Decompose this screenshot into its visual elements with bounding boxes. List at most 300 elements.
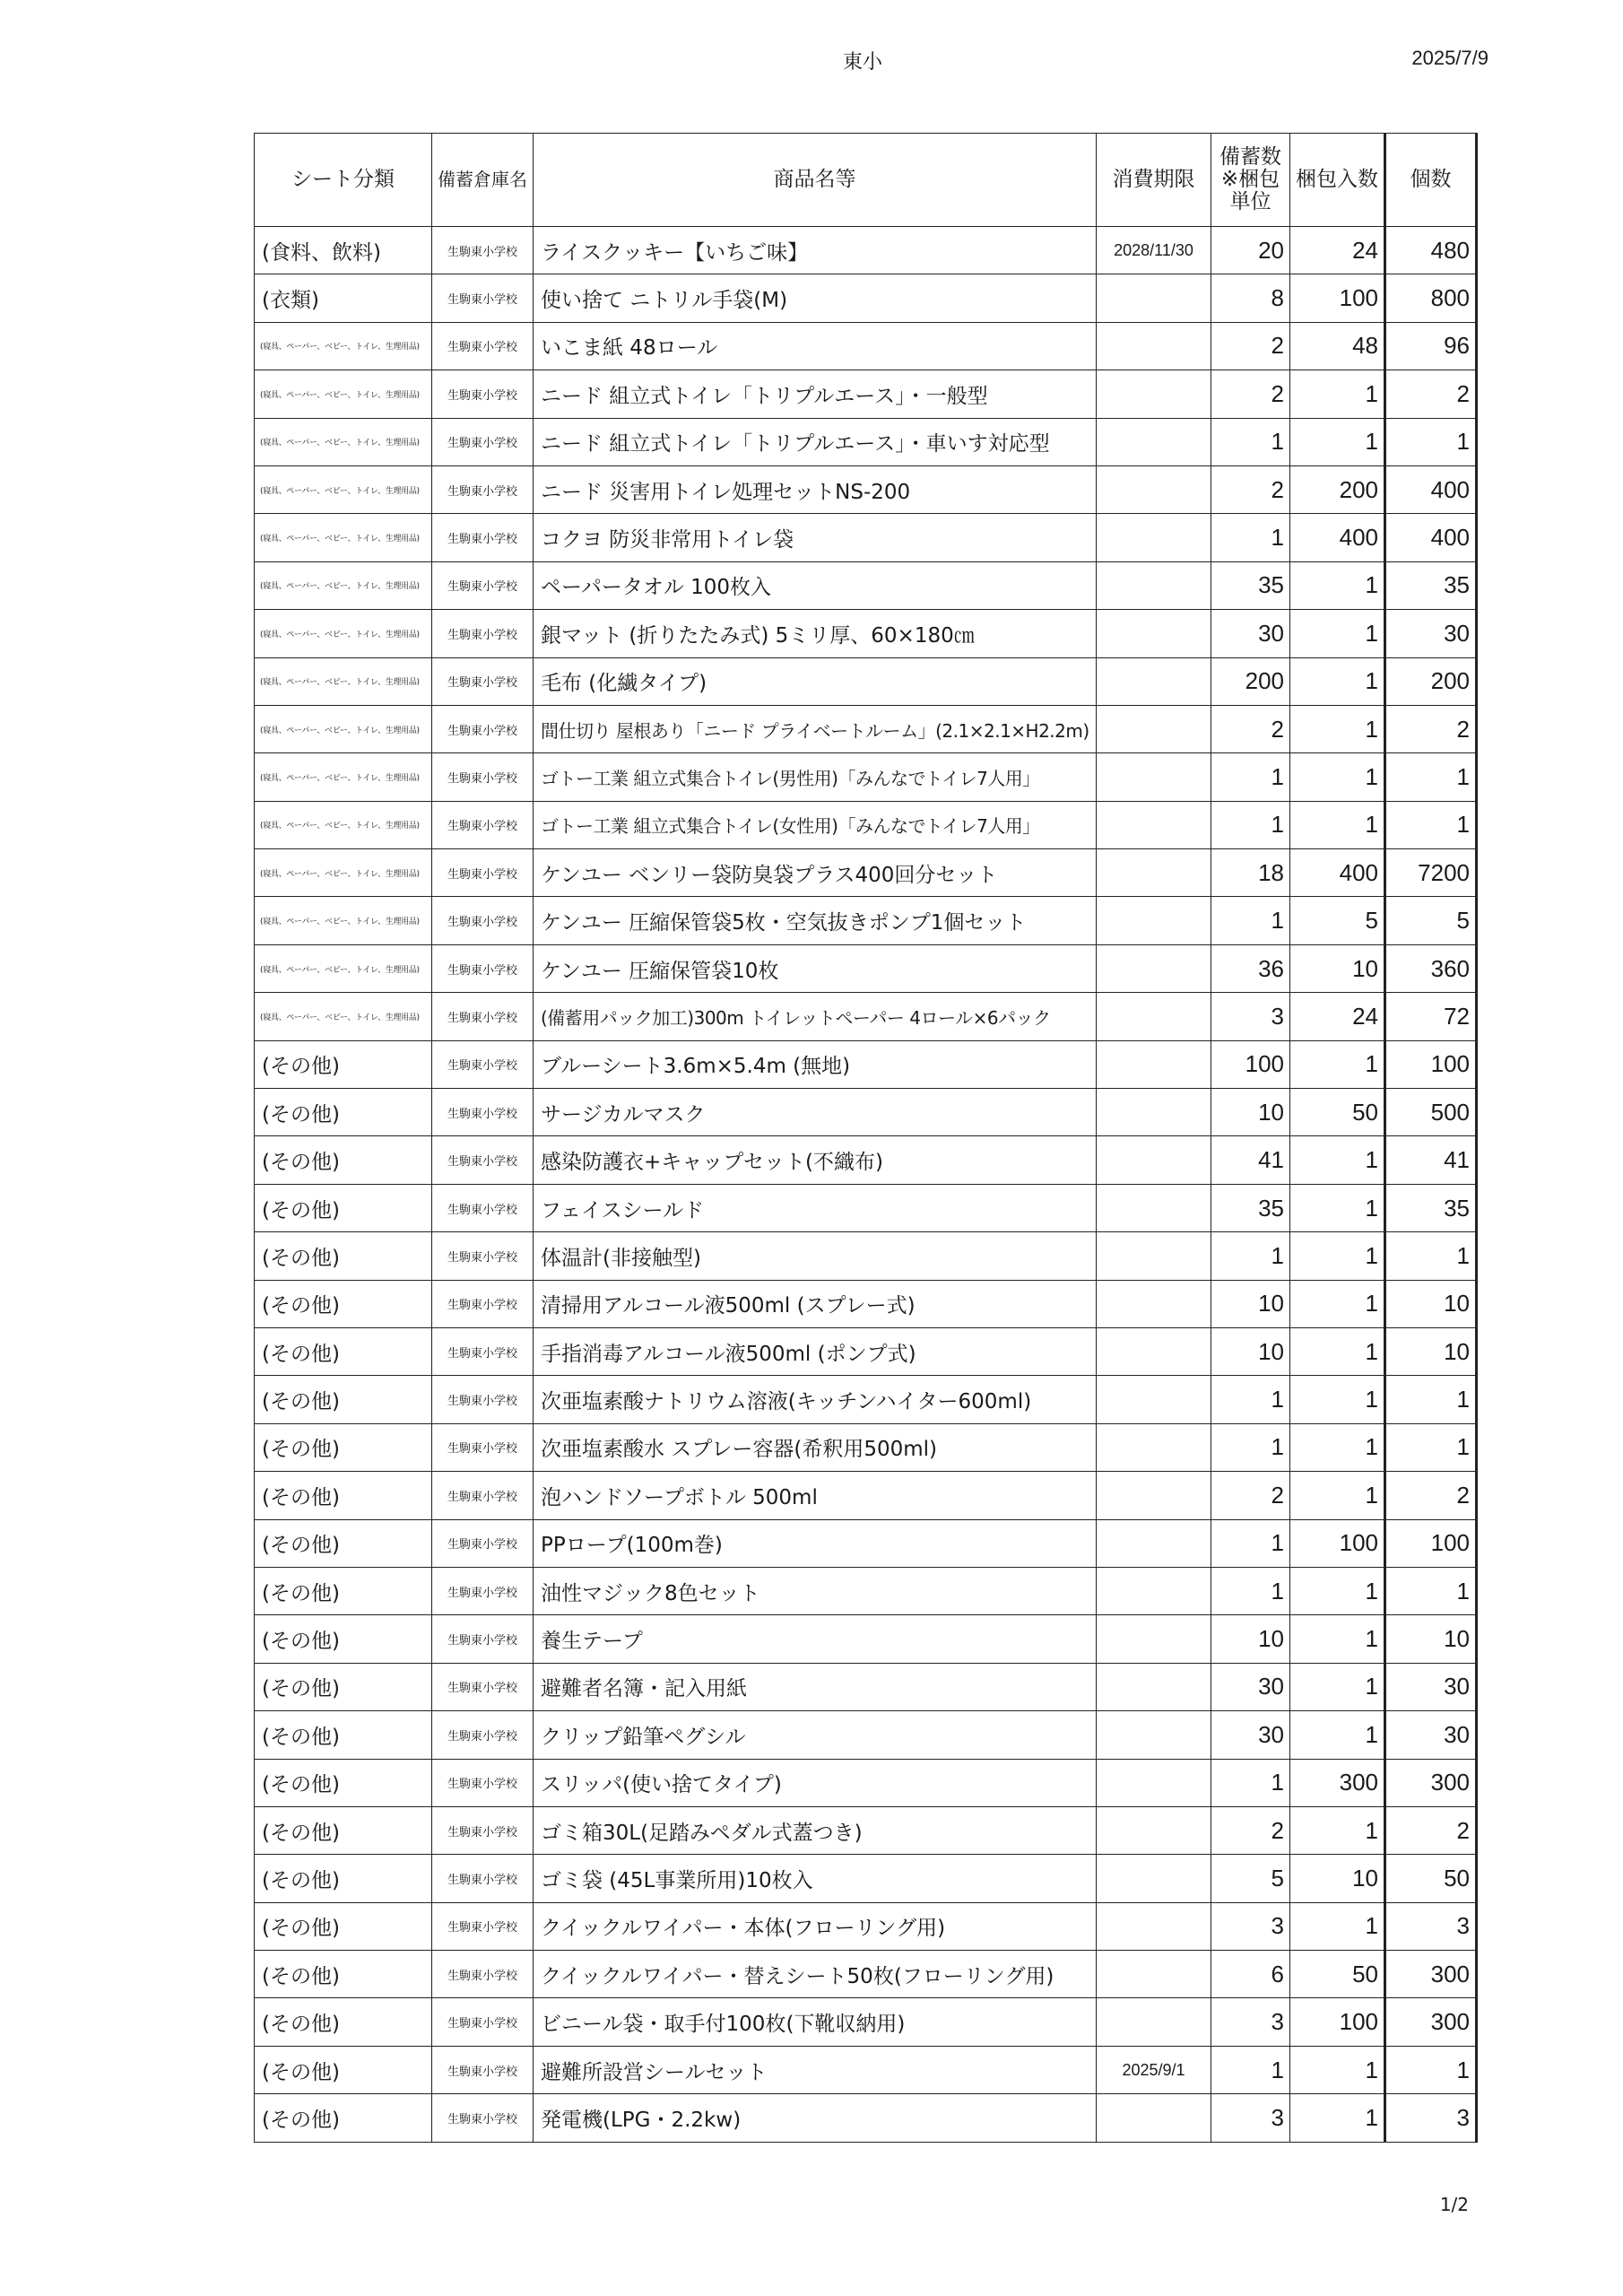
product-name-cell: 間仕切り 屋根あり「ニード プライベートルーム」(2.1×2.1×H2.2m) bbox=[534, 705, 1097, 752]
category-cell: (寝具、ペーパー、ベビー、トイレ、生理用品) bbox=[255, 801, 432, 848]
pack-qty-cell: 1 bbox=[1290, 1423, 1385, 1471]
count-cell: 300 bbox=[1385, 1998, 1477, 2046]
category-cell: (寝具、ペーパー、ベビー、トイレ、生理用品) bbox=[255, 993, 432, 1040]
product-name-cell: ライスクッキー【いちご味】 bbox=[534, 227, 1097, 274]
table-row bbox=[255, 1472, 1477, 1519]
table-row bbox=[255, 1567, 1477, 1614]
pack-qty-cell: 48 bbox=[1290, 322, 1385, 370]
stock-cell: 20 bbox=[1211, 227, 1290, 274]
pack-qty-cell: 50 bbox=[1290, 1089, 1385, 1136]
stock-cell: 35 bbox=[1211, 1184, 1290, 1231]
warehouse-cell: 生駒東小学校 bbox=[432, 1280, 534, 1327]
stock-cell: 18 bbox=[1211, 849, 1290, 897]
count-cell: 1 bbox=[1385, 801, 1477, 848]
warehouse-cell: 生駒東小学校 bbox=[432, 1759, 534, 1806]
warehouse-cell: 生駒東小学校 bbox=[432, 1711, 534, 1759]
category-cell: (その他) bbox=[255, 1855, 432, 1902]
category-cell: (その他) bbox=[255, 1327, 432, 1375]
stock-cell: 3 bbox=[1211, 1998, 1290, 2046]
pack-qty-cell: 400 bbox=[1290, 514, 1385, 561]
category-cell: (寝具、ペーパー、ベビー、トイレ、生理用品) bbox=[255, 753, 432, 801]
table-row bbox=[255, 561, 1477, 609]
warehouse-cell: 生駒東小学校 bbox=[432, 705, 534, 752]
expiry-cell bbox=[1097, 322, 1211, 370]
warehouse-cell: 生駒東小学校 bbox=[432, 514, 534, 561]
warehouse-cell: 生駒東小学校 bbox=[432, 1040, 534, 1088]
stock-cell: 2 bbox=[1211, 465, 1290, 513]
pack-qty-cell: 1 bbox=[1290, 1615, 1385, 1663]
warehouse-cell: 生駒東小学校 bbox=[432, 2046, 534, 2093]
category-cell: (その他) bbox=[255, 1615, 432, 1663]
expiry-cell bbox=[1097, 1472, 1211, 1519]
table-row bbox=[255, 1519, 1477, 1567]
column-header-count: 個数 bbox=[1385, 134, 1477, 227]
table-row bbox=[255, 993, 1477, 1040]
product-name-cell: ニード 組立式トイレ「トリプルエース」・車いす対応型 bbox=[534, 418, 1097, 465]
column-header-stock: 備蓄数 ※梱包 単位 bbox=[1211, 134, 1290, 227]
count-cell: 10 bbox=[1385, 1280, 1477, 1327]
product-name-cell: クイックルワイパー・替えシート50枚(フローリング用) bbox=[534, 1951, 1097, 1998]
category-cell: (その他) bbox=[255, 2046, 432, 2093]
product-name-cell: ブルーシート3.6m×5.4m (無地) bbox=[534, 1040, 1097, 1088]
expiry-cell bbox=[1097, 1663, 1211, 1710]
count-cell: 2 bbox=[1385, 1472, 1477, 1519]
stock-cell: 41 bbox=[1211, 1136, 1290, 1184]
count-cell: 10 bbox=[1385, 1327, 1477, 1375]
product-name-cell: (備蓄用パック加工)300m トイレットペーパー 4ロール×6パック bbox=[534, 993, 1097, 1040]
category-cell: (その他) bbox=[255, 1567, 432, 1614]
category-cell: (寝具、ペーパー、ベビー、トイレ、生理用品) bbox=[255, 610, 432, 657]
table-row bbox=[255, 801, 1477, 848]
column-header-expiry: 消費期限 bbox=[1097, 134, 1211, 227]
table-row bbox=[255, 657, 1477, 705]
warehouse-cell: 生駒東小学校 bbox=[432, 944, 534, 992]
count-cell: 300 bbox=[1385, 1759, 1477, 1806]
product-name-cell: いこま紙 48ロール bbox=[534, 322, 1097, 370]
category-cell: (その他) bbox=[255, 1711, 432, 1759]
product-name-cell: 避難者名簿・記入用紙 bbox=[534, 1663, 1097, 1710]
pack-qty-cell: 1 bbox=[1290, 1663, 1385, 1710]
table-row bbox=[255, 1902, 1477, 1950]
pack-qty-cell: 100 bbox=[1290, 1519, 1385, 1567]
category-cell: (その他) bbox=[255, 1040, 432, 1088]
pack-qty-cell: 5 bbox=[1290, 897, 1385, 944]
stock-cell: 1 bbox=[1211, 1759, 1290, 1806]
expiry-cell bbox=[1097, 370, 1211, 418]
stock-cell: 5 bbox=[1211, 1855, 1290, 1902]
product-name-cell: ゴミ袋 (45L事業所用)10枚入 bbox=[534, 1855, 1097, 1902]
count-cell: 10 bbox=[1385, 1615, 1477, 1663]
stock-cell: 1 bbox=[1211, 897, 1290, 944]
inventory-table bbox=[254, 133, 1478, 2143]
count-cell: 2 bbox=[1385, 370, 1477, 418]
column-header-product: 商品名等 bbox=[534, 134, 1097, 227]
stock-cell: 30 bbox=[1211, 1711, 1290, 1759]
stock-cell: 30 bbox=[1211, 1663, 1290, 1710]
count-cell: 500 bbox=[1385, 1089, 1477, 1136]
warehouse-cell: 生駒東小学校 bbox=[432, 1136, 534, 1184]
expiry-cell bbox=[1097, 1423, 1211, 1471]
warehouse-cell: 生駒東小学校 bbox=[432, 1615, 534, 1663]
product-name-cell: ビニール袋・取手付100枚(下靴収納用) bbox=[534, 1998, 1097, 2046]
product-name-cell: 養生テープ bbox=[534, 1615, 1097, 1663]
warehouse-cell: 生駒東小学校 bbox=[432, 1472, 534, 1519]
expiry-cell bbox=[1097, 849, 1211, 897]
table-row bbox=[255, 2094, 1477, 2142]
count-cell: 100 bbox=[1385, 1040, 1477, 1088]
table-row bbox=[255, 1423, 1477, 1471]
product-name-cell: サージカルマスク bbox=[534, 1089, 1097, 1136]
stock-cell: 3 bbox=[1211, 2094, 1290, 2142]
page-number: 1/2 bbox=[1439, 2194, 1469, 2215]
category-cell: (寝具、ペーパー、ベビー、トイレ、生理用品) bbox=[255, 370, 432, 418]
warehouse-cell: 生駒東小学校 bbox=[432, 1998, 534, 2046]
warehouse-cell: 生駒東小学校 bbox=[432, 1855, 534, 1902]
table-row bbox=[255, 418, 1477, 465]
warehouse-cell: 生駒東小学校 bbox=[432, 370, 534, 418]
category-cell: (寝具、ペーパー、ベビー、トイレ、生理用品) bbox=[255, 322, 432, 370]
warehouse-cell: 生駒東小学校 bbox=[432, 1327, 534, 1375]
stock-cell: 2 bbox=[1211, 322, 1290, 370]
expiry-cell bbox=[1097, 1759, 1211, 1806]
stock-cell: 3 bbox=[1211, 993, 1290, 1040]
product-name-cell: ニード 組立式トイレ「トリプルエース」・一般型 bbox=[534, 370, 1097, 418]
product-name-cell: 油性マジック8色セット bbox=[534, 1567, 1097, 1614]
count-cell: 2 bbox=[1385, 705, 1477, 752]
warehouse-cell: 生駒東小学校 bbox=[432, 2094, 534, 2142]
table-row bbox=[255, 1951, 1477, 1998]
count-cell: 1 bbox=[1385, 1423, 1477, 1471]
pack-qty-cell: 1 bbox=[1290, 1232, 1385, 1280]
document-title: 東小 bbox=[843, 51, 883, 74]
table-row bbox=[255, 1806, 1477, 1854]
warehouse-cell: 生駒東小学校 bbox=[432, 1902, 534, 1950]
table-row bbox=[255, 2046, 1477, 2093]
product-name-cell: ニード 災害用トイレ処理セットNS-200 bbox=[534, 465, 1097, 513]
category-cell: (その他) bbox=[255, 1902, 432, 1950]
table-row bbox=[255, 1855, 1477, 1902]
table-row bbox=[255, 1376, 1477, 1423]
category-cell: (寝具、ペーパー、ベビー、トイレ、生理用品) bbox=[255, 849, 432, 897]
stock-cell: 1 bbox=[1211, 753, 1290, 801]
warehouse-cell: 生駒東小学校 bbox=[432, 849, 534, 897]
expiry-cell bbox=[1097, 1855, 1211, 1902]
category-cell: (その他) bbox=[255, 1376, 432, 1423]
count-cell: 5 bbox=[1385, 897, 1477, 944]
category-cell: (その他) bbox=[255, 1759, 432, 1806]
expiry-cell bbox=[1097, 2094, 1211, 2142]
warehouse-cell: 生駒東小学校 bbox=[432, 1806, 534, 1854]
product-name-cell: 使い捨て ニトリル手袋(M) bbox=[534, 274, 1097, 322]
expiry-cell bbox=[1097, 1998, 1211, 2046]
stock-cell: 2 bbox=[1211, 370, 1290, 418]
column-header-warehouse: 備蓄倉庫名 bbox=[432, 134, 534, 227]
category-cell: (寝具、ペーパー、ベビー、トイレ、生理用品) bbox=[255, 465, 432, 513]
count-cell: 1 bbox=[1385, 1567, 1477, 1614]
count-cell: 2 bbox=[1385, 1806, 1477, 1854]
product-name-cell: ケンユー ベンリー袋防臭袋プラス400回分セット bbox=[534, 849, 1097, 897]
expiry-cell bbox=[1097, 1902, 1211, 1950]
pack-qty-cell: 1 bbox=[1290, 370, 1385, 418]
stock-cell: 2 bbox=[1211, 1472, 1290, 1519]
count-cell: 41 bbox=[1385, 1136, 1477, 1184]
expiry-cell bbox=[1097, 897, 1211, 944]
stock-cell: 30 bbox=[1211, 610, 1290, 657]
stock-cell: 1 bbox=[1211, 1423, 1290, 1471]
pack-qty-cell: 1 bbox=[1290, 561, 1385, 609]
pack-qty-cell: 1 bbox=[1290, 1327, 1385, 1375]
stock-cell: 1 bbox=[1211, 1232, 1290, 1280]
category-cell: (寝具、ペーパー、ベビー、トイレ、生理用品) bbox=[255, 561, 432, 609]
expiry-cell bbox=[1097, 610, 1211, 657]
product-name-cell: スリッパ(使い捨てタイプ) bbox=[534, 1759, 1097, 1806]
table-row bbox=[255, 705, 1477, 752]
stock-cell: 1 bbox=[1211, 514, 1290, 561]
product-name-cell: 次亜塩素酸ナトリウム溶液(キッチンハイター600ml) bbox=[534, 1376, 1097, 1423]
warehouse-cell: 生駒東小学校 bbox=[432, 561, 534, 609]
warehouse-cell: 生駒東小学校 bbox=[432, 657, 534, 705]
table-row bbox=[255, 514, 1477, 561]
category-cell: (その他) bbox=[255, 1663, 432, 1710]
expiry-cell bbox=[1097, 944, 1211, 992]
product-name-cell: ケンユー 圧縮保管袋10枚 bbox=[534, 944, 1097, 992]
stock-cell: 10 bbox=[1211, 1280, 1290, 1327]
category-cell: (その他) bbox=[255, 1472, 432, 1519]
expiry-cell bbox=[1097, 1951, 1211, 1998]
category-cell: (その他) bbox=[255, 1519, 432, 1567]
product-name-cell: 手指消毒アルコール液500ml (ポンプ式) bbox=[534, 1327, 1097, 1375]
table-row bbox=[255, 1136, 1477, 1184]
count-cell: 480 bbox=[1385, 227, 1477, 274]
count-cell: 35 bbox=[1385, 1184, 1477, 1231]
expiry-cell bbox=[1097, 418, 1211, 465]
count-cell: 96 bbox=[1385, 322, 1477, 370]
category-cell: (その他) bbox=[255, 1280, 432, 1327]
pack-qty-cell: 1 bbox=[1290, 1136, 1385, 1184]
expiry-cell bbox=[1097, 1040, 1211, 1088]
product-name-cell: コクヨ 防災非常用トイレ袋 bbox=[534, 514, 1097, 561]
expiry-cell bbox=[1097, 993, 1211, 1040]
warehouse-cell: 生駒東小学校 bbox=[432, 801, 534, 848]
document-date: 2025/7/9 bbox=[1411, 47, 1488, 69]
warehouse-cell: 生駒東小学校 bbox=[432, 897, 534, 944]
stock-cell: 10 bbox=[1211, 1615, 1290, 1663]
expiry-cell bbox=[1097, 705, 1211, 752]
table-row bbox=[255, 1184, 1477, 1231]
table-row bbox=[255, 1615, 1477, 1663]
warehouse-cell: 生駒東小学校 bbox=[432, 1232, 534, 1280]
count-cell: 100 bbox=[1385, 1519, 1477, 1567]
expiry-cell bbox=[1097, 1615, 1211, 1663]
category-cell: (寝具、ペーパー、ベビー、トイレ、生理用品) bbox=[255, 418, 432, 465]
warehouse-cell: 生駒東小学校 bbox=[432, 465, 534, 513]
count-cell: 800 bbox=[1385, 274, 1477, 322]
stock-cell: 1 bbox=[1211, 1519, 1290, 1567]
pack-qty-cell: 50 bbox=[1290, 1951, 1385, 1998]
table-row bbox=[255, 465, 1477, 513]
table-row bbox=[255, 1327, 1477, 1375]
pack-qty-cell: 1 bbox=[1290, 2094, 1385, 2142]
expiry-cell bbox=[1097, 753, 1211, 801]
table-row bbox=[255, 1040, 1477, 1088]
count-cell: 7200 bbox=[1385, 849, 1477, 897]
table-row bbox=[255, 897, 1477, 944]
warehouse-cell: 生駒東小学校 bbox=[432, 1519, 534, 1567]
product-name-cell: フェイスシールド bbox=[534, 1184, 1097, 1231]
pack-qty-cell: 100 bbox=[1290, 1998, 1385, 2046]
table-row bbox=[255, 227, 1477, 274]
expiry-cell bbox=[1097, 514, 1211, 561]
product-name-cell: クリップ鉛筆ペグシル bbox=[534, 1711, 1097, 1759]
inventory-table-wrapper bbox=[254, 133, 1478, 2143]
product-name-cell: PPロープ(100m巻) bbox=[534, 1519, 1097, 1567]
category-cell: (寝具、ペーパー、ベビー、トイレ、生理用品) bbox=[255, 514, 432, 561]
table-row bbox=[255, 944, 1477, 992]
table-row bbox=[255, 1232, 1477, 1280]
stock-cell: 2 bbox=[1211, 1806, 1290, 1854]
pack-qty-cell: 100 bbox=[1290, 274, 1385, 322]
expiry-cell bbox=[1097, 1232, 1211, 1280]
warehouse-cell: 生駒東小学校 bbox=[432, 274, 534, 322]
pack-qty-cell: 1 bbox=[1290, 2046, 1385, 2093]
product-name-cell: ゴトー工業 組立式集合トイレ(女性用)「みんなでトイレ7人用」 bbox=[534, 801, 1097, 848]
expiry-cell bbox=[1097, 1089, 1211, 1136]
category-cell: (衣類) bbox=[255, 274, 432, 322]
product-name-cell: 避難所設営シールセット bbox=[534, 2046, 1097, 2093]
stock-cell: 10 bbox=[1211, 1089, 1290, 1136]
expiry-cell bbox=[1097, 561, 1211, 609]
expiry-cell bbox=[1097, 1806, 1211, 1854]
warehouse-cell: 生駒東小学校 bbox=[432, 1089, 534, 1136]
stock-cell: 1 bbox=[1211, 2046, 1290, 2093]
table-row bbox=[255, 849, 1477, 897]
count-cell: 1 bbox=[1385, 1232, 1477, 1280]
category-cell: (その他) bbox=[255, 1089, 432, 1136]
category-cell: (その他) bbox=[255, 1136, 432, 1184]
expiry-cell bbox=[1097, 465, 1211, 513]
table-body bbox=[255, 227, 1477, 2143]
category-cell: (その他) bbox=[255, 1998, 432, 2046]
table-row bbox=[255, 1663, 1477, 1710]
expiry-cell bbox=[1097, 801, 1211, 848]
expiry-cell: 2028/11/30 bbox=[1097, 227, 1211, 274]
table-row bbox=[255, 1998, 1477, 2046]
warehouse-cell: 生駒東小学校 bbox=[432, 1951, 534, 1998]
stock-cell: 3 bbox=[1211, 1902, 1290, 1950]
stock-cell: 8 bbox=[1211, 274, 1290, 322]
category-cell: (その他) bbox=[255, 1423, 432, 1471]
table-row bbox=[255, 1089, 1477, 1136]
expiry-cell bbox=[1097, 1376, 1211, 1423]
category-cell: (その他) bbox=[255, 1806, 432, 1854]
count-cell: 1 bbox=[1385, 1376, 1477, 1423]
count-cell: 1 bbox=[1385, 2046, 1477, 2093]
product-name-cell: ゴミ箱30L(足踏みペダル式蓋つき) bbox=[534, 1806, 1097, 1854]
table-row bbox=[255, 370, 1477, 418]
pack-qty-cell: 24 bbox=[1290, 993, 1385, 1040]
warehouse-cell: 生駒東小学校 bbox=[432, 1184, 534, 1231]
expiry-cell bbox=[1097, 1519, 1211, 1567]
table-row bbox=[255, 1280, 1477, 1327]
count-cell: 50 bbox=[1385, 1855, 1477, 1902]
expiry-cell bbox=[1097, 274, 1211, 322]
table-header-row bbox=[255, 134, 1477, 227]
count-cell: 300 bbox=[1385, 1951, 1477, 1998]
count-cell: 35 bbox=[1385, 561, 1477, 609]
count-cell: 30 bbox=[1385, 1711, 1477, 1759]
pack-qty-cell: 1 bbox=[1290, 1040, 1385, 1088]
pack-qty-cell: 1 bbox=[1290, 610, 1385, 657]
expiry-cell bbox=[1097, 657, 1211, 705]
product-name-cell: 感染防護衣+キャップセット(不織布) bbox=[534, 1136, 1097, 1184]
product-name-cell: 毛布 (化繊タイプ) bbox=[534, 657, 1097, 705]
pack-qty-cell: 300 bbox=[1290, 1759, 1385, 1806]
pack-qty-cell: 1 bbox=[1290, 1184, 1385, 1231]
category-cell: (その他) bbox=[255, 1184, 432, 1231]
product-name-cell: クイックルワイパー・本体(フローリング用) bbox=[534, 1902, 1097, 1950]
pack-qty-cell: 200 bbox=[1290, 465, 1385, 513]
stock-cell: 1 bbox=[1211, 418, 1290, 465]
warehouse-cell: 生駒東小学校 bbox=[432, 993, 534, 1040]
pack-qty-cell: 1 bbox=[1290, 1902, 1385, 1950]
column-header-category: シート分類 bbox=[255, 134, 432, 227]
product-name-cell: 次亜塩素酸水 スプレー容器(希釈用500ml) bbox=[534, 1423, 1097, 1471]
category-cell: (その他) bbox=[255, 2094, 432, 2142]
table-row bbox=[255, 610, 1477, 657]
stock-cell: 200 bbox=[1211, 657, 1290, 705]
count-cell: 72 bbox=[1385, 993, 1477, 1040]
pack-qty-cell: 24 bbox=[1290, 227, 1385, 274]
category-cell: (寝具、ペーパー、ベビー、トイレ、生理用品) bbox=[255, 897, 432, 944]
expiry-cell: 2025/9/1 bbox=[1097, 2046, 1211, 2093]
category-cell: (寝具、ペーパー、ベビー、トイレ、生理用品) bbox=[255, 657, 432, 705]
count-cell: 1 bbox=[1385, 418, 1477, 465]
warehouse-cell: 生駒東小学校 bbox=[432, 1567, 534, 1614]
table-row bbox=[255, 274, 1477, 322]
pack-qty-cell: 1 bbox=[1290, 657, 1385, 705]
warehouse-cell: 生駒東小学校 bbox=[432, 1423, 534, 1471]
count-cell: 3 bbox=[1385, 1902, 1477, 1950]
product-name-cell: ケンユー 圧縮保管袋5枚・空気抜きポンプ1個セット bbox=[534, 897, 1097, 944]
expiry-cell bbox=[1097, 1711, 1211, 1759]
stock-cell: 2 bbox=[1211, 705, 1290, 752]
count-cell: 3 bbox=[1385, 2094, 1477, 2142]
stock-cell: 1 bbox=[1211, 1376, 1290, 1423]
warehouse-cell: 生駒東小学校 bbox=[432, 610, 534, 657]
category-cell: (食料、飲料) bbox=[255, 227, 432, 274]
product-name-cell: 泡ハンドソープボトル 500ml bbox=[534, 1472, 1097, 1519]
warehouse-cell: 生駒東小学校 bbox=[432, 753, 534, 801]
pack-qty-cell: 1 bbox=[1290, 1472, 1385, 1519]
count-cell: 30 bbox=[1385, 1663, 1477, 1710]
pack-qty-cell: 1 bbox=[1290, 705, 1385, 752]
stock-cell: 36 bbox=[1211, 944, 1290, 992]
product-name-cell: 清掃用アルコール液500ml (スプレー式) bbox=[534, 1280, 1097, 1327]
count-cell: 360 bbox=[1385, 944, 1477, 992]
pack-qty-cell: 1 bbox=[1290, 1806, 1385, 1854]
expiry-cell bbox=[1097, 1567, 1211, 1614]
stock-cell: 6 bbox=[1211, 1951, 1290, 1998]
pack-qty-cell: 1 bbox=[1290, 1567, 1385, 1614]
category-cell: (その他) bbox=[255, 1232, 432, 1280]
product-name-cell: ペーパータオル 100枚入 bbox=[534, 561, 1097, 609]
warehouse-cell: 生駒東小学校 bbox=[432, 1663, 534, 1710]
stock-cell: 1 bbox=[1211, 1567, 1290, 1614]
pack-qty-cell: 400 bbox=[1290, 849, 1385, 897]
pack-qty-cell: 1 bbox=[1290, 418, 1385, 465]
table-row bbox=[255, 1711, 1477, 1759]
table-row bbox=[255, 322, 1477, 370]
